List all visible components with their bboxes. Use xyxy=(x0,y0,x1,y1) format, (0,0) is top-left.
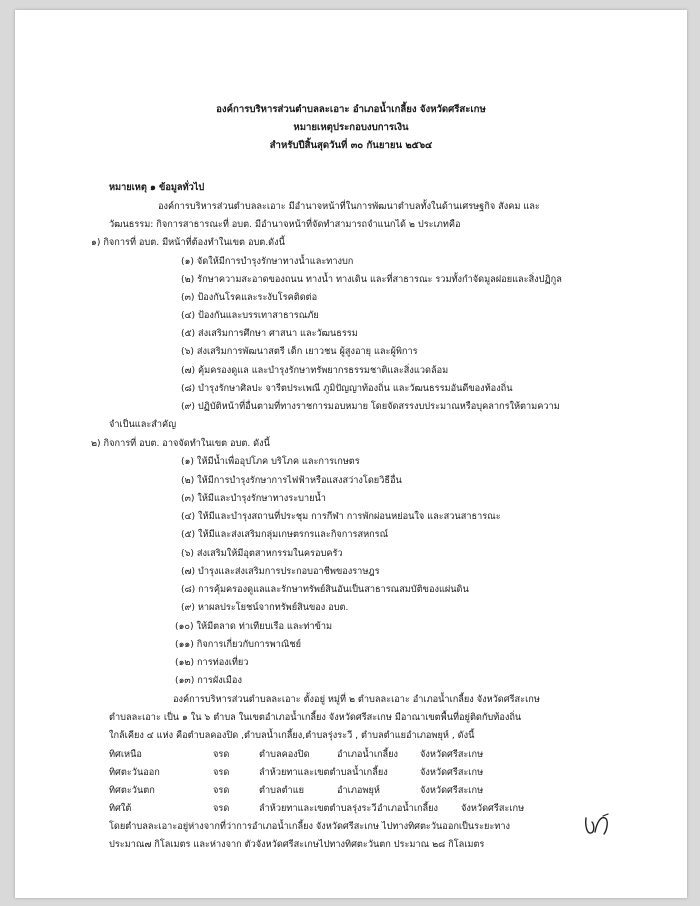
location-line-2: ตำบลละเอาะ เป็น ๑ ใน ๖ ตำบล ในเขตอำเภอน้ำเกลี้ยง จังหวัดศรีสะเกษ มีอาณาเขตพื้นที่อยู่ติดกับท้องถิ่น xyxy=(109,712,522,723)
group2-item: (๑๑) กิจการเกี่ยวกับการพาณิชย์ xyxy=(175,639,302,650)
document-page xyxy=(15,10,687,898)
group1-item: (๕) ส่งเสริมการศึกษา ศาสนา และวัฒนธรรม xyxy=(181,328,358,339)
boundary-place: ตำบลตำแย xyxy=(259,785,305,796)
group2-item: (๓) ให้มีและบำรุงรักษาทางระบายน้ำ xyxy=(181,493,326,504)
document-title: หมายเหตุประกอบงบการเงิน xyxy=(293,122,409,133)
boundary-joins: จรด xyxy=(213,785,230,796)
group1-item: (๑) จัดให้มีการบำรุงรักษาทางน้ำและทางบก xyxy=(181,256,354,267)
group1-item: (๗) คุ้มครองดูแล และบำรุงรักษาทรัพยากรธรรมชาติและสิ่งแวดล้อม xyxy=(181,365,449,376)
group2-title: ๒) กิจการที่ อบต. อาจจัดทำในเขต อบต. ดังนี้ xyxy=(91,438,270,449)
group1-item: (๘) บำรุงรักษาศิลปะ จารีตประเพณี ภูมิปัญญาท้องถิ่น และวัฒนธรรมอันดีของท้องถิ่น xyxy=(181,383,513,394)
group1-continuation: จำเป็นและสำคัญ xyxy=(109,419,177,430)
handwritten-initials-signature xyxy=(583,812,613,838)
group2-item: (๖) ส่งเสริมให้มีอุตสาหกรรมในครอบครัว xyxy=(181,548,343,559)
location-line-3: ใกล้เคียง ๔ แห่ง คือตำบลคองปิด ,ตำบลน้ำเกลี้ยง,ตำบลรุ่งระวี , ตำบลตำแยอำเภอพยุห์ , ดังนี้ xyxy=(109,730,475,741)
boundary-province: จังหวัดศรีสะเกษ xyxy=(420,749,484,760)
boundary-place: ตำบลคองปิด xyxy=(259,749,310,760)
boundary-direction: ทิศเหนือ xyxy=(109,749,142,760)
group1-item: (๙) ปฏิบัติหน้าที่อื่นตามที่ทางราชการมอบหมาย โดยจัดสรรงบประมาณหรือบุคลากรให้ตามความ xyxy=(181,401,560,412)
boundary-province: จังหวัดศรีสะเกษ xyxy=(420,785,484,796)
distance-line-1: โดยตำบลละเอาะอยู่ห่างจากที่ว่าการอำเภอน้ำเกลี้ยง จังหวัดศรีสะเกษ ไปทางทิศตะวันออกเป็นระยะทาง xyxy=(109,821,511,832)
distance-line-2: ประมาณ๗ กิโลเมตร และห่างจาก ตัวจังหวัดศรีสะเกษไปทางทิศตะวันตก ประมาณ ๒๘ กิโลเมตร xyxy=(109,839,485,850)
group1-item: (๓) ป้องกันโรคและระงับโรคติดต่อ xyxy=(181,292,318,303)
group1-item: (๔) ป้องกันและบรรเทาสาธารณภัย xyxy=(181,310,319,321)
group2-item: (๙) หาผลประโยชน์จากทรัพย์สินของ อบต. xyxy=(181,602,349,613)
group2-item: (๒) ให้มีการบำรุงรักษาการไฟฟ้าหรือแสงสว่างโดยวิธีอื่น xyxy=(181,475,402,486)
group2-item: (๔) ให้มีและบำรุงสถานที่ประชุม การกีฬา การพักผ่อนหย่อนใจ และสวนสาธารณะ xyxy=(181,511,501,522)
group1-item: (๒) รักษาความสะอาดของถนน ทางน้ำ ทางเดิน และที่สาธารณะ รวมทั้งกำจัดมูลฝอยและสิ่งปฏิกูล xyxy=(181,274,562,285)
period-title: สำหรับปีสิ้นสุดวันที่ ๓๐ กันยายน ๒๕๖๔ xyxy=(269,140,433,151)
group2-item: (๑๓) การผังเมือง xyxy=(175,675,242,686)
group2-item: (๘) การคุ้มครองดูแลและรักษาทรัพย์สินอันเป็นสาธารณสมบัติของแผ่นดิน xyxy=(181,584,469,595)
group1-item: (๖) ส่งเสริมการพัฒนาสตรี เด็ก เยาวชน ผู้สูงอายุ และผู้พิการ xyxy=(181,346,418,357)
boundary-joins: จรด xyxy=(213,803,230,814)
location-line-1: องค์การบริหารส่วนตำบลละเอาะ ตั้งอยู่ หมู่ที่ ๒ ตำบลละเอาะ อำเภอน้ำเกลี้ยง จังหวัดศรีสะเกษ xyxy=(173,694,540,705)
boundary-place: ลำห้วยทาและเขตตำบลน้ำเกลี้ยง xyxy=(259,767,388,778)
group2-item: (๑๐) ให้มีตลาด ท่าเทียบเรือ และท่าข้าม xyxy=(175,621,333,632)
note-heading: หมายเหตุ ๑ ข้อมูลทั่วไป xyxy=(109,182,205,193)
intro-line-2: วัฒนธรรม: กิจการสาธารณะที่ อบต. มีอำนาจหน้าที่จัดทำสามารถจำแนกได้ ๒ ประเภทคือ xyxy=(109,219,461,230)
boundary-place: ลำห้วยทาและเขตตำบลรุ่งระวี xyxy=(259,803,377,814)
group2-item: (๑๒) การท่องเที่ยว xyxy=(175,657,249,668)
boundary-joins: จรด xyxy=(213,767,230,778)
org-name: องค์การบริหารส่วนตำบลละเอาะ อำเภอน้ำเกลี้ยง จังหวัดศรีสะเกษ xyxy=(216,104,486,115)
intro-line-1: องค์การบริหารส่วนตำบลละเอาะ มีอำนาจหน้าที่ในการพัฒนาตำบลทั้งในด้านเศรษฐกิจ สังคม และ xyxy=(158,201,540,212)
group2-item: (๕) ให้มีและส่งเสริมกลุ่มเกษตรกรและกิจการสหกรณ์ xyxy=(181,529,389,540)
boundary-district: อำเภอน้ำเกลี้ยง xyxy=(377,803,439,814)
boundary-direction: ทิศตะวันตก xyxy=(109,785,155,796)
boundary-direction: ทิศตะวันออก xyxy=(109,767,160,778)
group2-item: (๑) ให้มีน้ำเพื่ออุปโภค บริโภค และการเกษตร xyxy=(181,456,360,467)
boundary-district: อำเภอน้ำเกลี้ยง xyxy=(337,749,399,760)
boundary-province: จังหวัดศรีสะเกษ xyxy=(420,767,484,778)
boundary-district: อำเภอพยุห์ xyxy=(337,785,380,796)
boundary-direction: ทิศใต้ xyxy=(109,803,132,814)
group2-item: (๗) บำรุงและส่งเสริมการประกอบอาชีพของราษฎร xyxy=(181,566,380,577)
boundary-province: จังหวัดศรีสะเกษ xyxy=(461,803,525,814)
boundary-joins: จรด xyxy=(213,749,230,760)
group1-title: ๑) กิจการที่ อบต. มีหน้าที่ต้องทำในเขต อบต.ดังนี้ xyxy=(91,237,285,248)
